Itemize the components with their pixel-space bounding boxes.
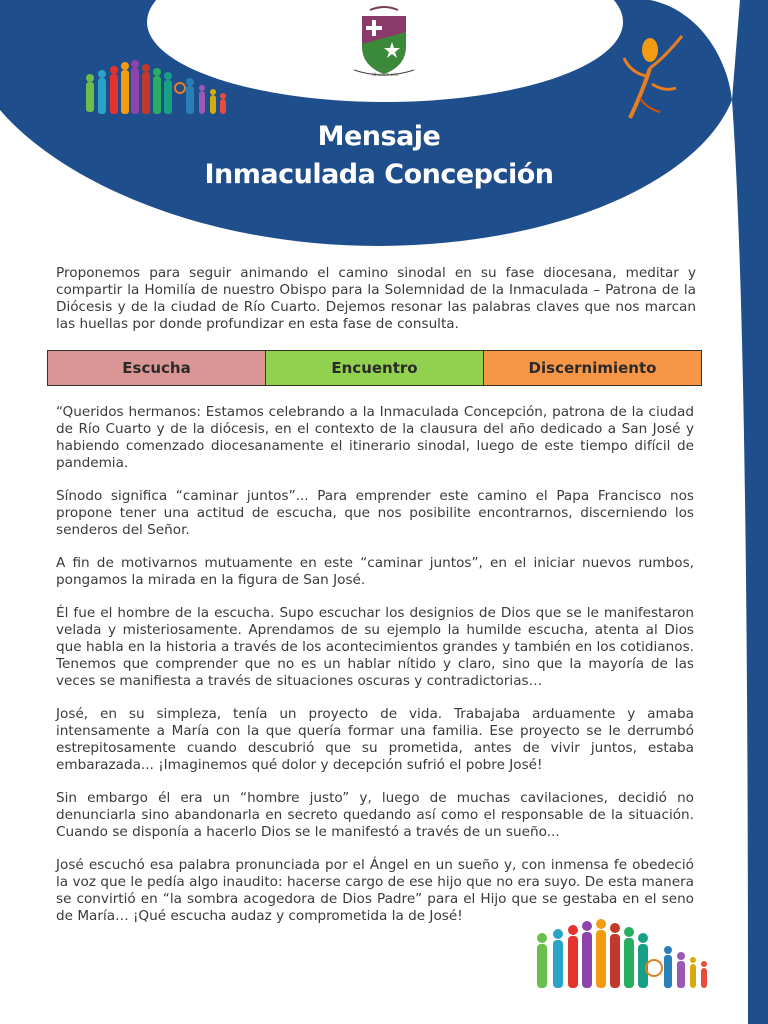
paragraph: José escuchó esa palabra pronunciada por el Ángel en un sueño y, con inmensa fe obedeció la voz que le pedía algo inaudito: hacerse cargo de ese hijo que no era suyo. De esta manera se convirtió en “la sombra acogedora de Dios Padre” para el Hijo que se gestaba en el seno de María… ¡Qué escucha audaz y comprometida la de José! — [56, 857, 694, 924]
paragraph: A fin de motivarnos mutuamente en este “caminar juntos”, en el iniciar nuevos rumbos, pongamos la mirada en la figura de San José. — [56, 555, 694, 588]
keyword-discernimiento: Discernimiento — [483, 351, 701, 385]
keyword-encuentro: Encuentro — [265, 351, 483, 385]
paragraph: Sin embargo él era un “hombre justo” y, luego de muchas cavilaciones, decidió no denunciarla sino abandonarla en secreto quedando así como el responsable de la situación. Cuando se disponía a hacerlo Dios se le manifestó a través de un sueño... — [56, 790, 694, 840]
page-title — [0, 118, 758, 194]
paragraph: “Queridos hermanos: Estamos celebrando a la Inmaculada Concepción, patrona de la ciudad de Río Cuarto y de la diócesis, en el contexto de la clausura del año dedicado a San José y habiendo comenzado diocesanamente el itinerario sinodal, luego de este tiempo difícil de pandemia. — [56, 404, 694, 471]
crest-motto: Ut unum sint — [372, 72, 398, 77]
paragraph: Sínodo significa “caminar juntos”... Para emprender este camino el Papa Francisco nos propone tener una actitud de escucha, que nos posibilite encontrarnos, discerniendo los senderos del Señor. — [56, 488, 694, 538]
paragraph: José, en su simpleza, tenía un proyecto de vida. Trabajaba arduamente y amaba intensamente a María con la que quería formar una familia. Ese proyecto se le derrumbó estrepitosamente cuando descubrió que su prometida, antes de vivir juntos, estaba embarazada... ¡Imaginemos qué dolor y decepción sufrió el pobre José! — [56, 706, 694, 773]
keyword-escucha: Escucha — [48, 351, 265, 385]
synod-logo — [620, 28, 692, 128]
title-line-2: Inmaculada Concepción — [204, 159, 554, 190]
homily-text — [56, 404, 694, 941]
keywords-table — [47, 350, 702, 386]
paragraph: Él fue el hombre de la escucha. Supo escuchar los designios de Dios que se le manifestaron velada y misteriosamente. Aprendamos de su ejemplo la humilde escucha, atenta al Dios que habla en la historia a través de los acontecimientos grandes y también en los cotidianos. Tenemos que comprender que no es un hablar nítido y claro, sino que la mayoría de las veces se manifiesta a través de situaciones oscuras y contradictorias… — [56, 605, 694, 689]
title-line-1: Mensaje — [317, 121, 441, 152]
intro-paragraph: Proponemos para seguir animando el camino sinodal en su fase diocesana, meditar y compartir la Homilía de nuestro Obispo para la Solemnidad de la Inmaculada – Patrona de la Diócesis y de la ciudad de Río Cuarto. Dejemos resonar las palabras claves que nos marcan las huellas por donde profundizar en esta fase de consulta. — [56, 265, 696, 332]
people-silhouettes-illustration — [528, 914, 710, 1006]
